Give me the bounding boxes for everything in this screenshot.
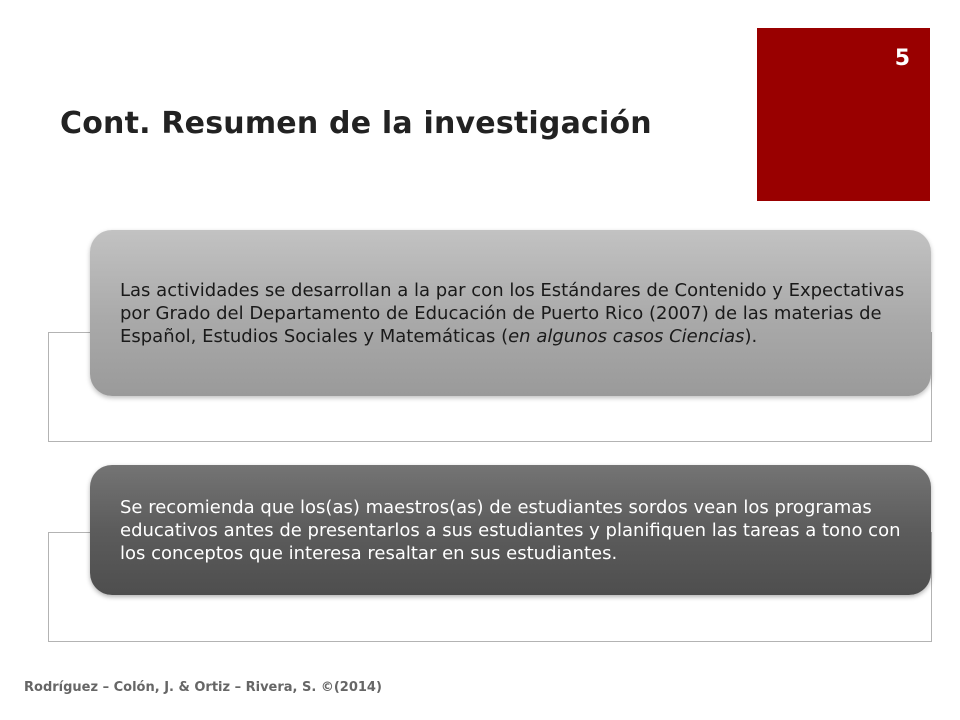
slide-number: 5 bbox=[894, 46, 910, 71]
summary-text-1 bbox=[120, 279, 905, 348]
summary-block-1 bbox=[90, 230, 931, 396]
summary-text-1-main: Las actividades se desarrollan a la par con los Estándares de Contenido y Expectativas por Grado del Departamento de Educación de Puerto Rico (2007) de las materias de Español, Estudios Sociales y Matemáticas ( bbox=[120, 279, 905, 347]
summary-block-2 bbox=[90, 465, 931, 595]
summary-text-1-end: ). bbox=[744, 325, 758, 347]
footer-citation: Rodríguez – Colón, J. & Ortiz – Rivera, S. ©(2014) bbox=[24, 680, 382, 695]
slide-title: Cont. Resumen de la investigación bbox=[60, 106, 652, 141]
summary-text-2: Se recomienda que los(as) maestros(as) de estudiantes sordos vean los programas educativos antes de presentarlos a sus estudiantes y planifiquen las tareas a tono con los conceptos que interesa resaltar en sus estudiantes. bbox=[120, 496, 901, 564]
summary-text-1-italic: en algunos casos Ciencias bbox=[508, 325, 745, 347]
slide-number-box bbox=[757, 28, 930, 201]
